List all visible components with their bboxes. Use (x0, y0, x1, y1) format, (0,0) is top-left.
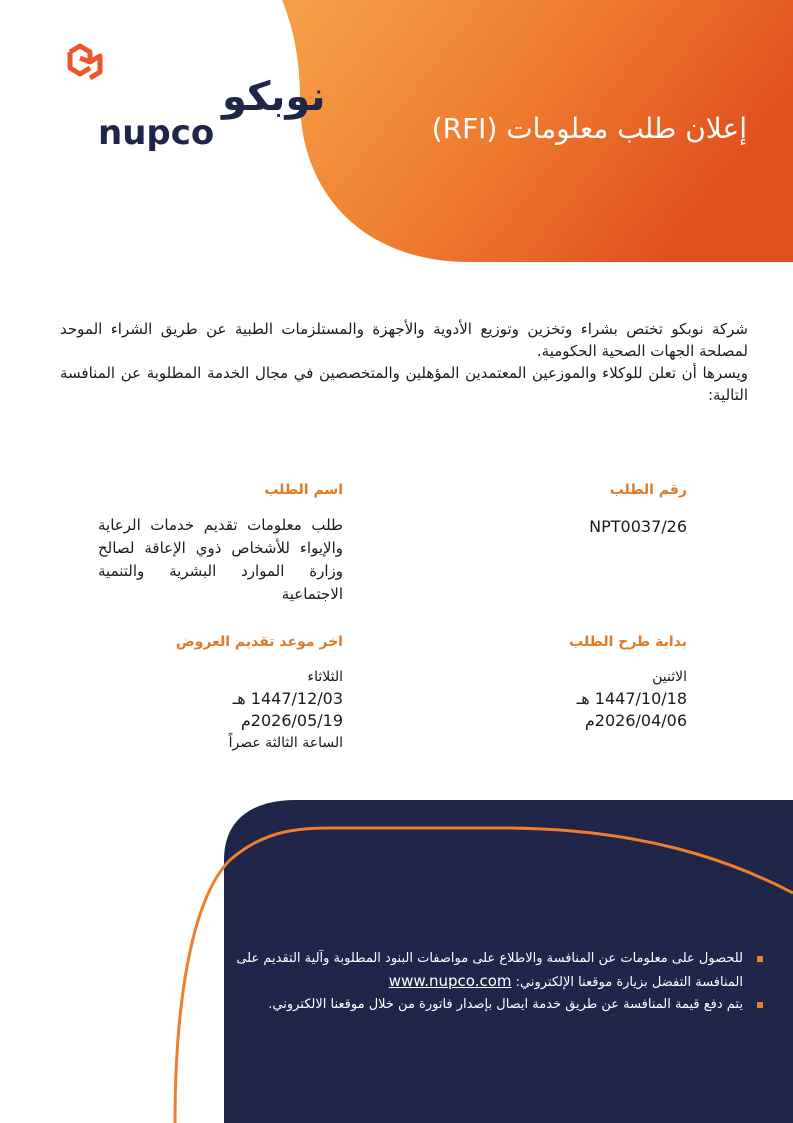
page-title: إعلان طلب معلومات (RFI) (431, 112, 747, 145)
deadline-day: الثلاثاء (307, 669, 343, 685)
start-gregorian-date: 2026/04/06م (584, 711, 687, 730)
request-number-value: NPT0037/26 (589, 517, 687, 536)
intro-paragraph-2: ويسرها أن تعلن للوكلاء والموزعين المعتمدين المؤهلين والمتخصصين في مجال الخدمة المطلوبة عن المنافسة التالية: (60, 364, 748, 404)
start-date-section (487, 634, 687, 732)
svg-text:نوبكو: نوبكو (222, 74, 326, 120)
nupco-logo-mark (64, 40, 326, 160)
deadline-section (98, 634, 343, 754)
start-day: الاثنين (652, 669, 687, 685)
request-name-section (98, 482, 343, 606)
start-date-label: بداية طرح الطلب (569, 634, 687, 650)
footer-notes (210, 948, 763, 1016)
intro-paragraph-1: شركة نوبكو تختص بشراء وتخزين وتوزيع الأدوية والأجهزة والمستلزمات الطبية عن طريق الشراء الموحد لمصلحة الجهات الصحية الحكومية. (60, 320, 748, 360)
request-name-value: طلب معلومات تقديم خدمات الرعاية والإيواء للأشخاص ذوي الإعاقة لصالح وزارة الموارد البشرية والتنمية الاجتماعية (98, 516, 343, 603)
deadline-gregorian-date: 2026/05/19م (240, 711, 343, 730)
deadline-time: الساعة الثالثة عصراً (228, 735, 343, 751)
svg-text:nupco: nupco (98, 113, 215, 153)
footer-note-payment (210, 994, 763, 1016)
bullet-icon (757, 956, 763, 962)
start-hijri-date: 1447/10/18 هـ (576, 689, 687, 708)
deadline-hijri-date: 1447/12/03 هـ (232, 689, 343, 708)
deadline-label: اخر موعد تقديم العروض (175, 634, 343, 650)
website-link[interactable]: www.nupco.com (388, 972, 512, 990)
request-name-label: اسم الطلب (264, 482, 343, 498)
bullet-icon (757, 1002, 763, 1008)
request-number-section (487, 482, 687, 538)
intro-text (60, 318, 748, 406)
request-number-label: رقم الطلب (609, 482, 687, 498)
footer-note-website-text: للحصول على معلومات عن المنافسة والاطلاع على مواصفات البنود المطلوبة وآلية التقديم على المنافسة التفضل بزيارة موقعنا الإلكتروني: (236, 951, 743, 990)
nupco-logo (64, 40, 326, 160)
footer-note-website (210, 948, 763, 994)
footer-note-payment-text: يتم دفع قيمة المنافسة عن طريق خدمة ايصال بإصدار فاتورة من خلال موقعنا الالكتروني. (268, 997, 743, 1012)
